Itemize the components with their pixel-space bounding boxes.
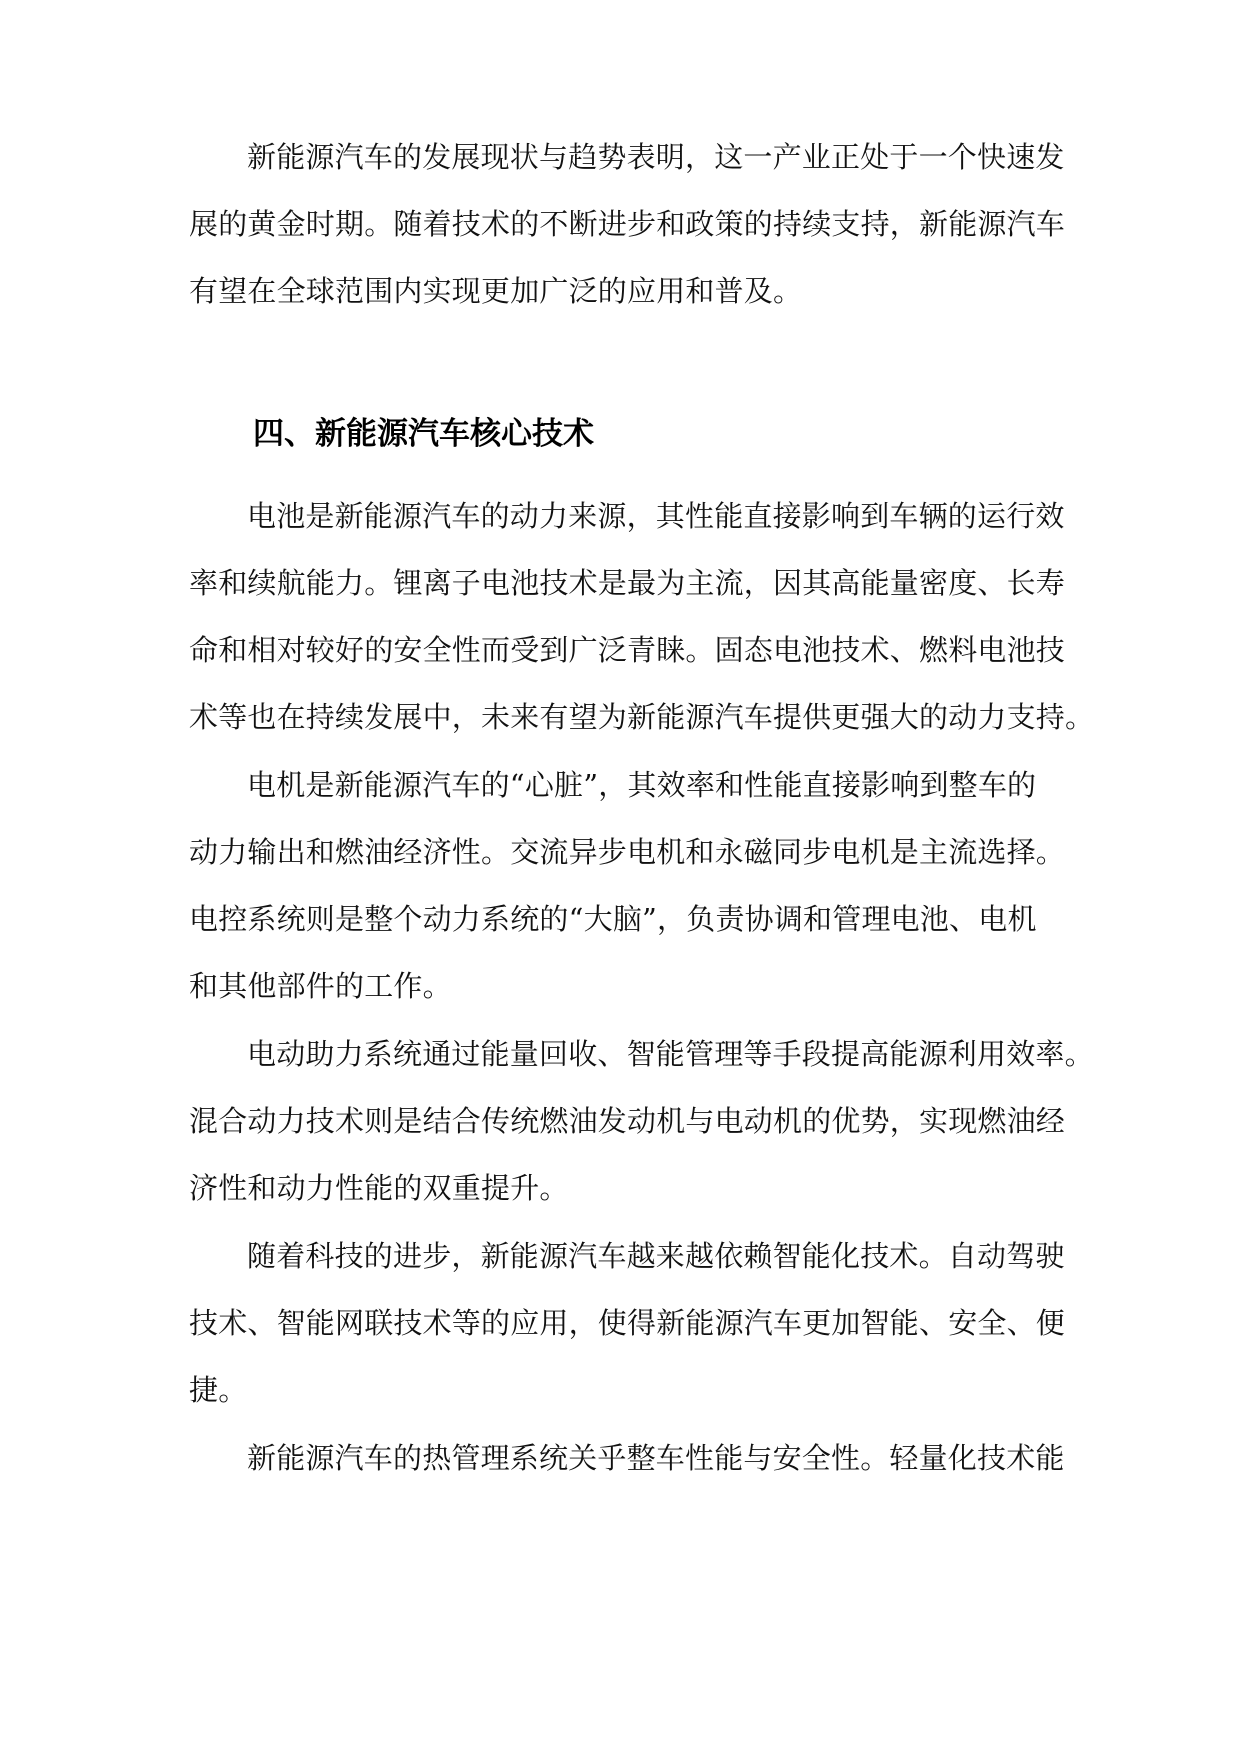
paragraph-line: 和其他部件的工作。 bbox=[189, 969, 452, 1003]
section-heading: 四、新能源汽车核心技术 bbox=[253, 416, 594, 452]
paragraph-line: 展的黄金时期。随着技术的不断进步和政策的持续支持，新能源汽车 bbox=[189, 207, 1066, 241]
paragraph-line: 电池是新能源汽车的动力来源，其性能直接影响到车辆的运行效 bbox=[247, 499, 1065, 533]
paragraph-line: 电动助力系统通过能量回收、智能管理等手段提高能源利用效率。 bbox=[247, 1037, 1094, 1071]
paragraph-line: 电机是新能源汽车的“心脏”，其效率和性能直接影响到整车的 bbox=[247, 768, 1037, 802]
paragraph-line: 命和相对较好的安全性而受到广泛青睐。固态电池技术、燃料电池技 bbox=[189, 633, 1066, 667]
paragraph-line: 率和续航能力。锂离子电池技术是最为主流，因其高能量密度、长寿 bbox=[189, 566, 1066, 600]
paragraph-line: 技术、智能网联技术等的应用，使得新能源汽车更加智能、安全、便 bbox=[189, 1306, 1066, 1340]
paragraph-line: 有望在全球范围内实现更加广泛的应用和普及。 bbox=[189, 274, 803, 308]
paragraph-line: 动力输出和燃油经济性。交流异步电机和永磁同步电机是主流选择。 bbox=[189, 835, 1066, 869]
paragraph-line: 新能源汽车的发展现状与趋势表明，这一产业正处于一个快速发 bbox=[247, 140, 1065, 174]
paragraph-line: 电控系统则是整个动力系统的“大脑”，负责协调和管理电池、电机 bbox=[189, 902, 1037, 936]
paragraph-line: 济性和动力性能的双重提升。 bbox=[189, 1171, 569, 1205]
paragraph-line: 新能源汽车的热管理系统关乎整车性能与安全性。轻量化技术能 bbox=[247, 1441, 1065, 1475]
paragraph-line: 随着科技的进步，新能源汽车越来越依赖智能化技术。自动驾驶 bbox=[247, 1239, 1065, 1273]
paragraph-line: 混合动力技术则是结合传统燃油发动机与电动机的优势，实现燃油经 bbox=[189, 1104, 1066, 1138]
paragraph-line: 术等也在持续发展中，未来有望为新能源汽车提供更强大的动力支持。 bbox=[189, 700, 1095, 734]
paragraph-line: 捷。 bbox=[189, 1373, 248, 1407]
